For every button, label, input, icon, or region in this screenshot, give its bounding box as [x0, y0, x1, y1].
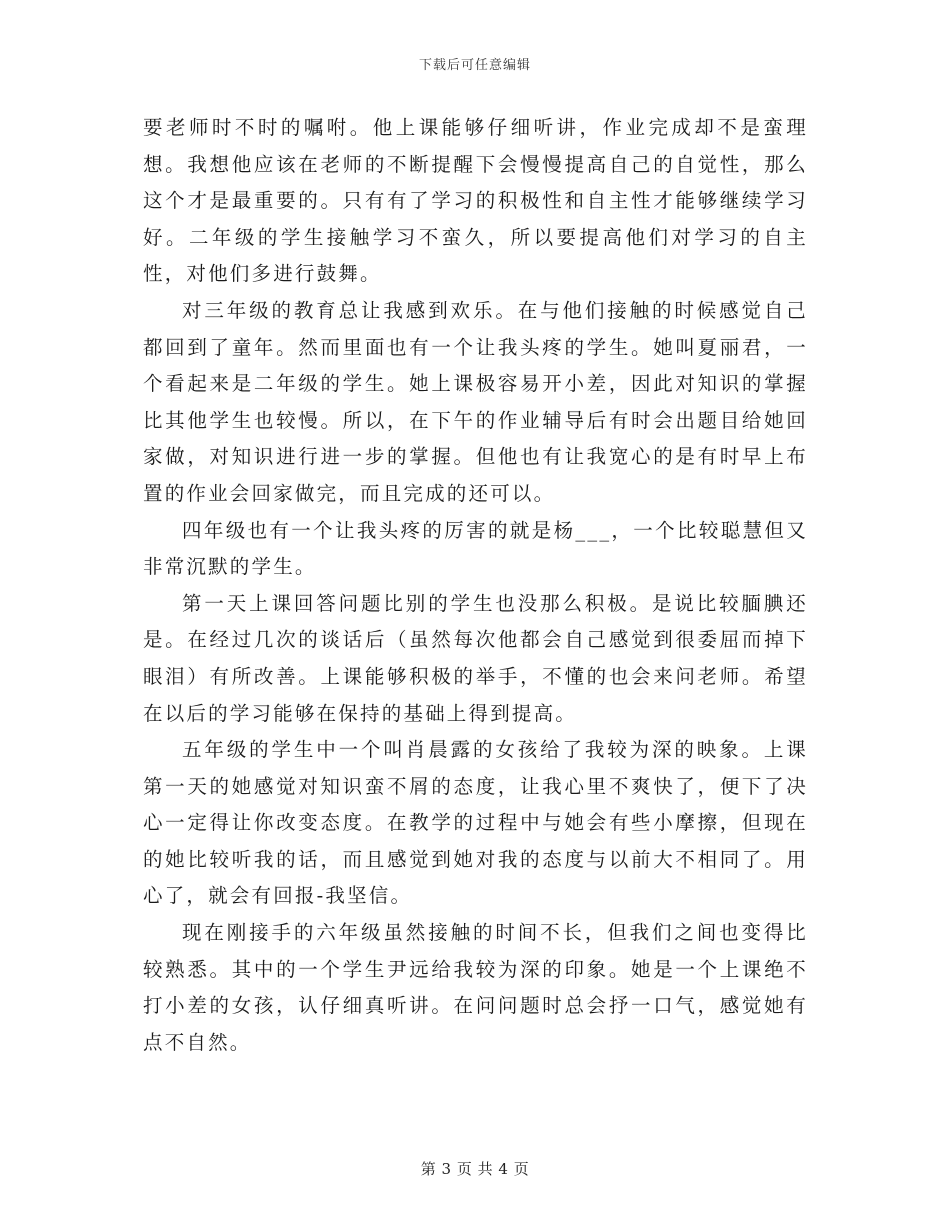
- paragraph-5: 五年级的学生中一个叫肖晨露的女孩给了我较为深的映象。上课第一天的她感觉对知识蛮不屑的态度，让我心里不爽快了，便下了决心一定得让你改变态度。在教学的过程中与她会有些小摩擦，但现在的她比较听我的话，而且感觉到她对我的态度与以前大不相同了。用心了，就会有回报-我坚信。: [143, 738, 808, 908]
- page-footer: 第 3 页 共 4 页: [420, 1160, 530, 1178]
- paragraph-4: 第一天上课回答问题比别的学生也没那么积极。是说比较腼腆还是。在经过几次的谈话后（虽然每次他都会自己感觉到很委屈而掉下眼泪）有所改善。上课能够积极的举手，不懂的也会来问老师。希望在以后的学习能够在保持的基础上得到提高。: [143, 591, 808, 725]
- paragraph-6: 现在刚接手的六年级虽然接触的时间不长，但我们之间也变得比较熟悉。其中的一个学生尹远给我较为深的印象。她是一个上课绝不打小差的女孩，认仔细真听讲。在问问题时总会抒一口气，感觉她有点不自然。: [143, 921, 808, 1054]
- paragraph-3: 四年级也有一个让我头疼的厉害的就是杨___，一个比较聪慧但又非常沉默的学生。: [143, 518, 808, 579]
- page-header: 下载后可任意编辑: [418, 58, 531, 73]
- document-body: [143, 110, 808, 1061]
- paragraph-1: 要老师时不时的嘱咐。他上课能够仔细听讲，作业完成却不是蛮理想。我想他应该在老师的不断提醒下会慢慢提高自己的自觉性，那么这个才是最重要的。只有有了学习的积极性和自主性才能够继续学习好。二年级的学生接触学习不蛮久，所以要提高他们对学习的自主性，对他们多进行鼓舞。: [143, 116, 808, 286]
- paragraph-2: 对三年级的教育总让我感到欢乐。在与他们接触的时候感觉自己都回到了童年。然而里面也有一个让我头疼的学生。她叫夏丽君，一个看起来是二年级的学生。她上课极容易开小差，因此对知识的掌握比其他学生也较慢。所以，在下午的作业辅导后有时会出题目给她回家做，对知识进行进一步的掌握。但他也有让我宽心的是有时早上布置的作业会回家做完，而且完成的还可以。: [143, 298, 808, 505]
